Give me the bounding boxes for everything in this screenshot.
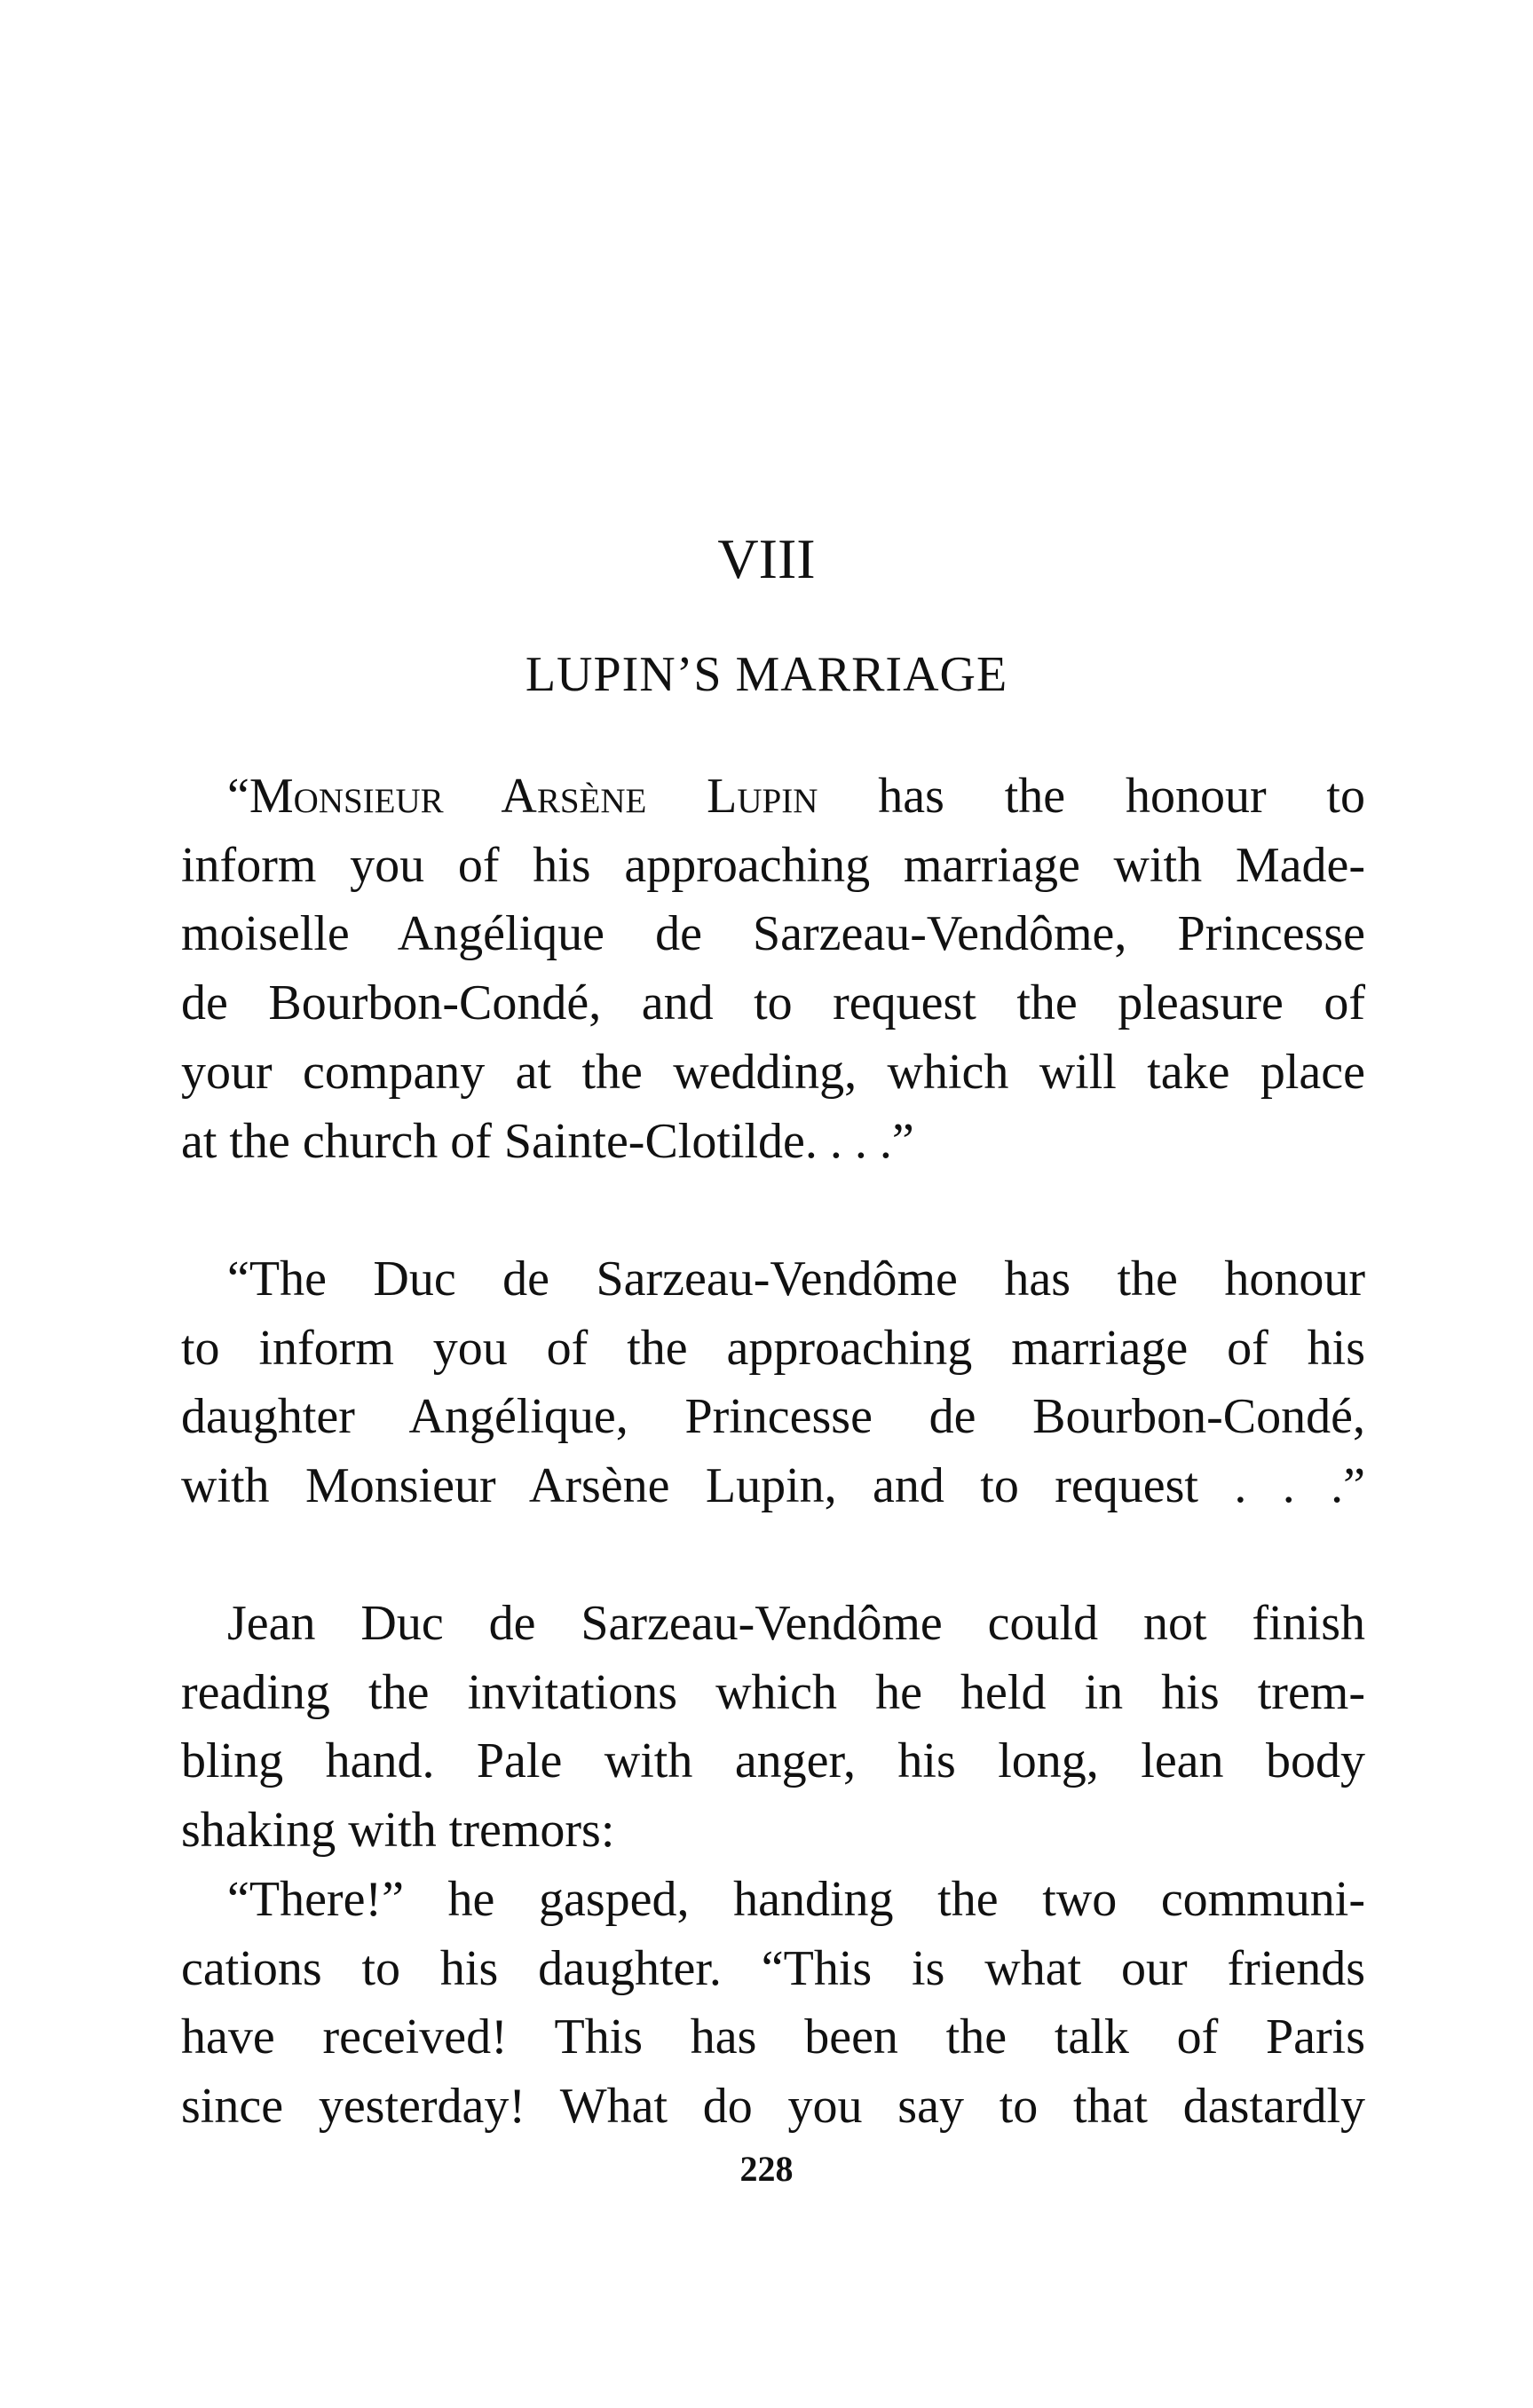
text-line: shaking with tremors: (181, 1803, 615, 1859)
text-line: to inform you of the approaching marriage of his (181, 1320, 1365, 1376)
text-line: cations to his daughter. “This is what our friends (181, 1940, 1365, 1996)
paragraph-narrative (181, 1590, 1365, 2142)
text-line: bling hand. Pale with anger, his long, lean body (181, 1733, 1365, 1789)
text-line: reading the invitations which he held in his trem- (181, 1664, 1365, 1720)
text-line: since yesterday! What do you say to that dastardly (181, 2078, 1365, 2134)
chapter-title: LUPIN’S MARRIAGE (525, 647, 1008, 702)
text-line: inform you of his approaching marriage with Made- (181, 837, 1365, 893)
text-line: moiselle Angélique de Sarzeau-Vendôme, Princesse (181, 906, 1365, 962)
text-line: “There!” he gasped, handing the two communi- (227, 1871, 1365, 1927)
open-quote: “ (227, 769, 249, 824)
small-caps-name: Monsieur Arsène Lupin (249, 769, 818, 824)
text-line: de Bourbon-Condé, and to request the pleasure of (181, 975, 1365, 1031)
text-line: at the church of Sainte-Clotilde. . . .” (181, 1113, 914, 1169)
text-line: have received! This has been the talk of Paris (181, 2009, 1365, 2065)
page-number: 228 (739, 2149, 794, 2189)
paragraph-invitation-2 (181, 1245, 1365, 1521)
text-line: with Monsieur Arsène Lupin, and to request . . .” (181, 1458, 1365, 1514)
paragraph-invitation-1 (181, 762, 1365, 1176)
text-line: daughter Angélique, Princesse de Bourbon-Condé, (181, 1389, 1365, 1445)
text-fragment: has the honour to (818, 769, 1365, 824)
text-line: your company at the wedding, which will take place (181, 1044, 1365, 1100)
text-line (181, 762, 1365, 832)
chapter-number: VIII (717, 527, 816, 590)
text-line: “The Duc de Sarzeau-Vendôme has the honour (227, 1251, 1365, 1307)
text-line: Jean Duc de Sarzeau-Vendôme could not finish (227, 1596, 1365, 1651)
